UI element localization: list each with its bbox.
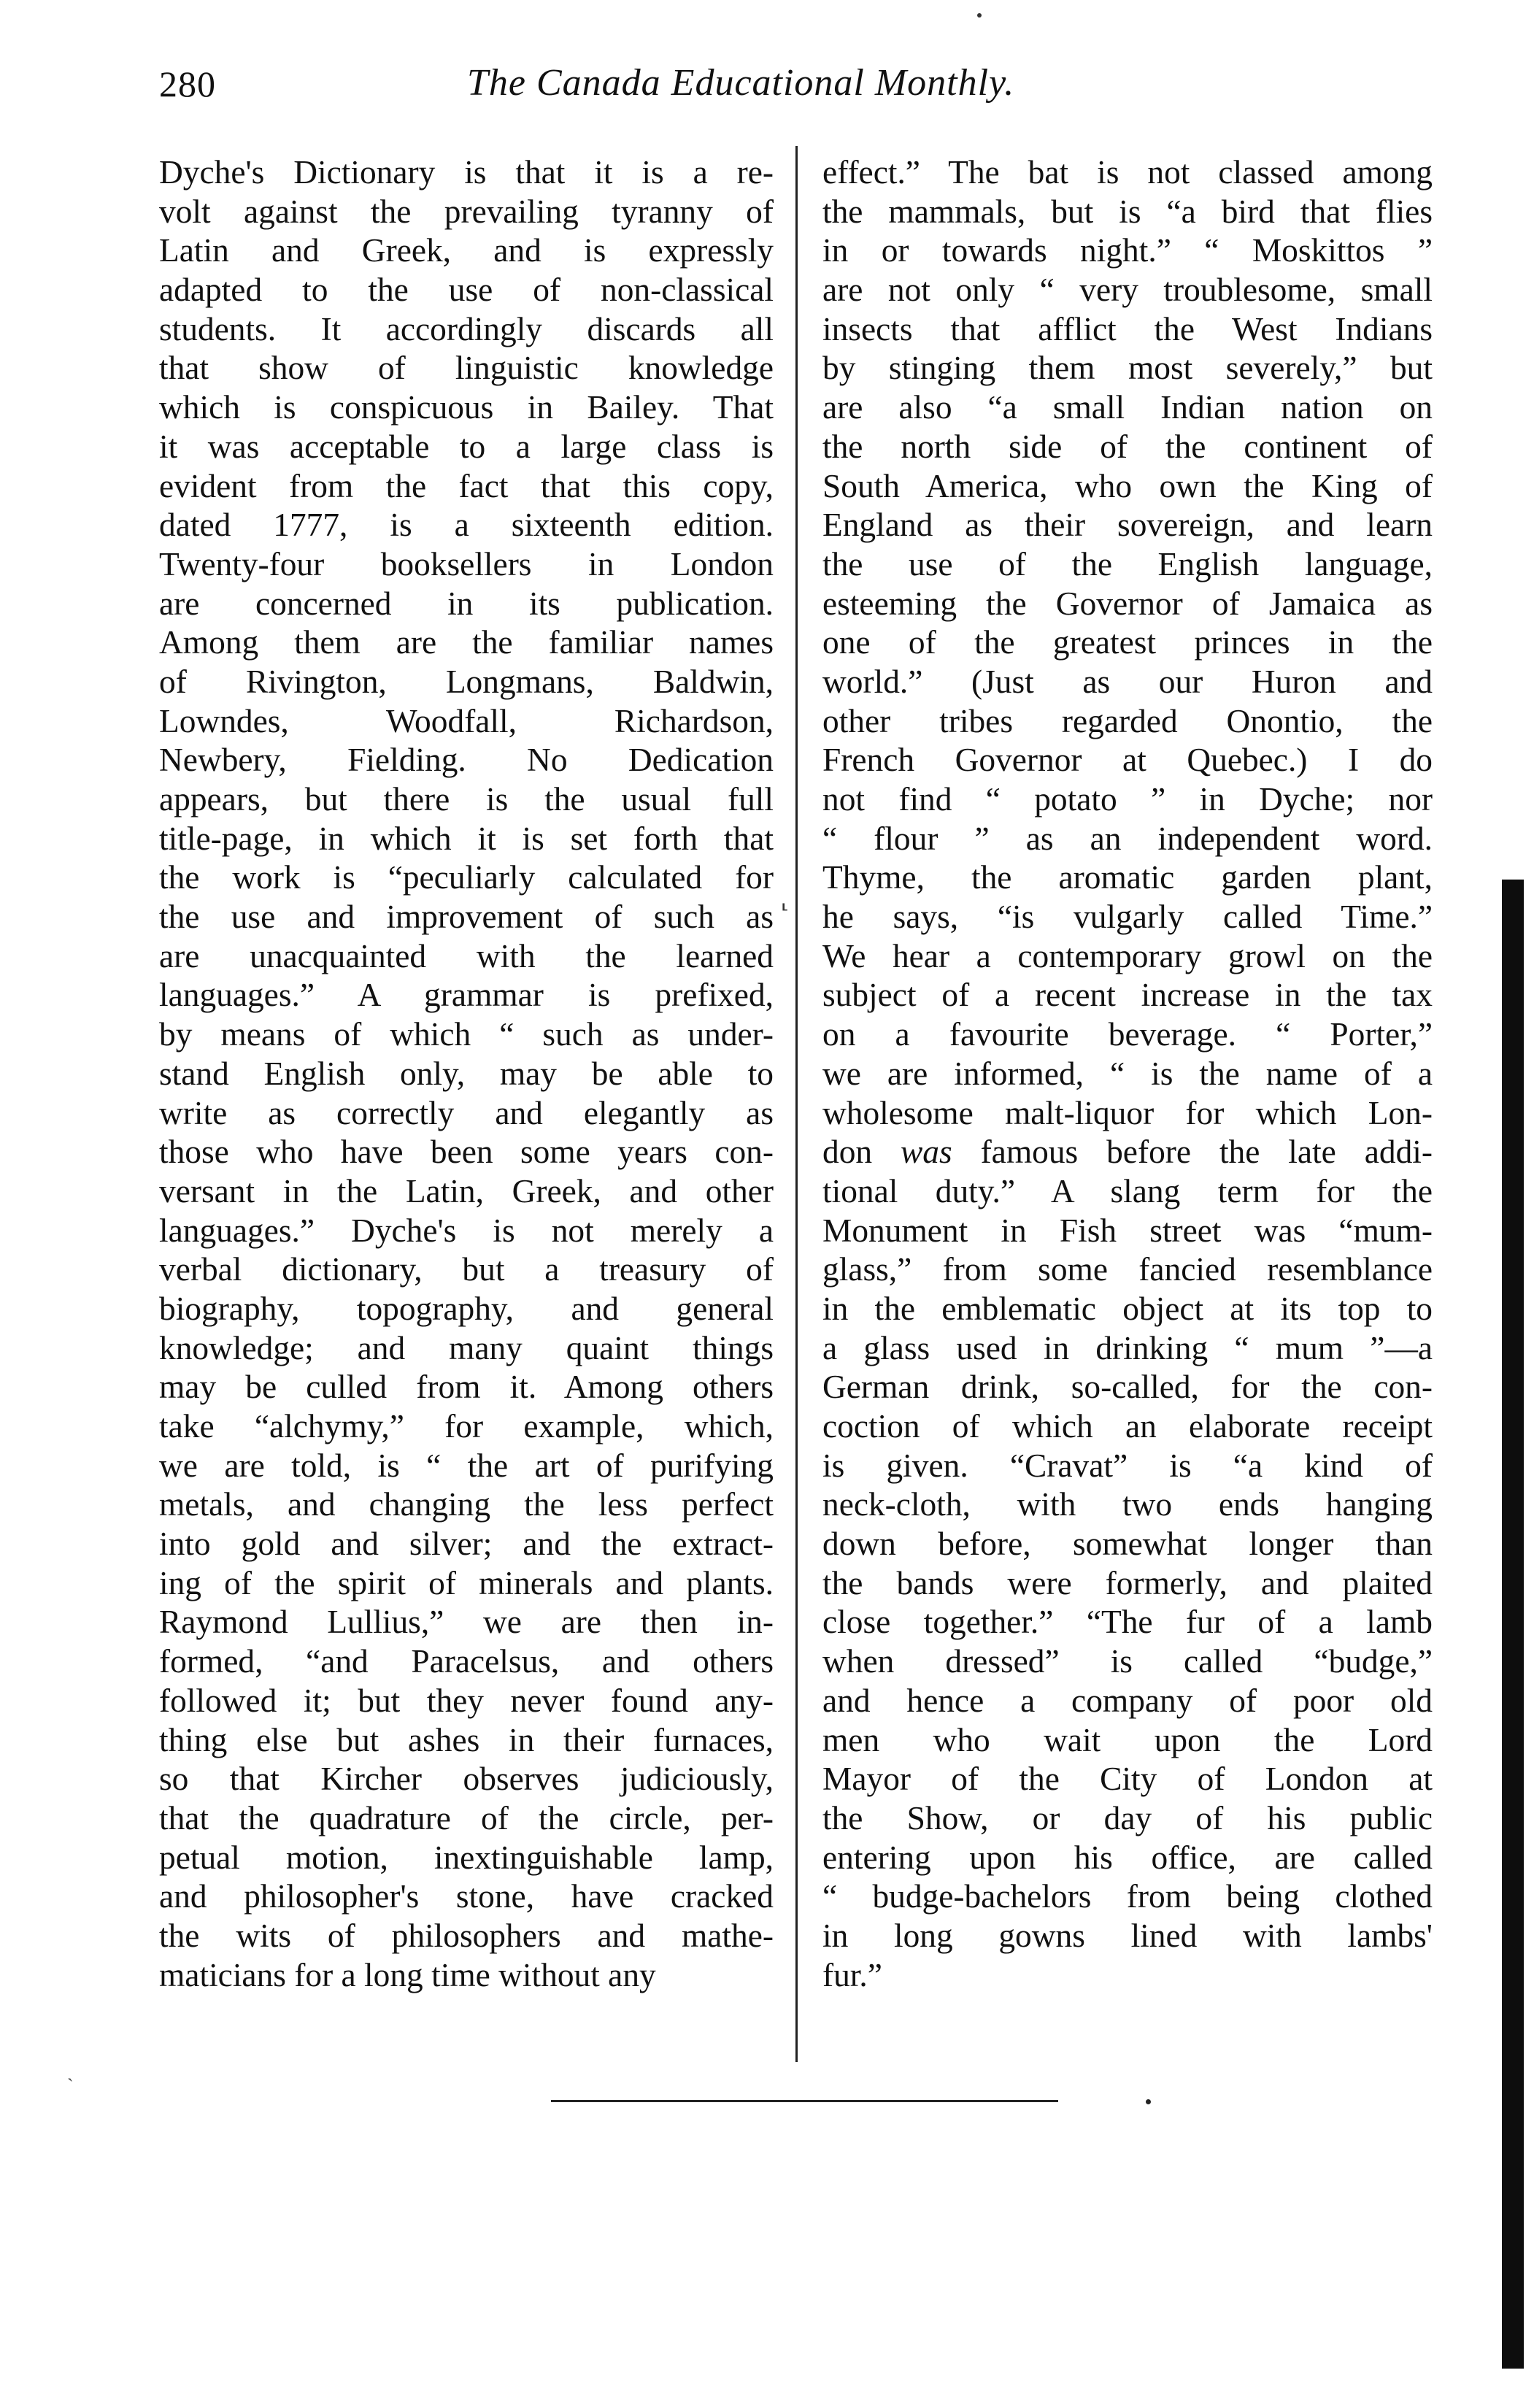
text-line: England as their sovereign, and learn <box>822 507 1433 544</box>
margin-mark: ⸤ <box>781 891 789 913</box>
text-line: knowledge; and many quaint things <box>159 1329 774 1366</box>
text-line: into gold and silver; and the extract- <box>159 1526 774 1563</box>
text-line: are also “a small Indian nation on <box>822 389 1433 426</box>
text-line: a glass used in drinking “ mum ”—a <box>822 1329 1433 1366</box>
text-line: South America, who own the King of <box>822 467 1433 504</box>
text-line: which is conspicuous in Bailey. That <box>159 389 774 426</box>
text-line: the use of the English language, <box>822 545 1433 582</box>
italic-word: was <box>901 1134 952 1171</box>
text-line: Twenty-four booksellers in London <box>159 545 774 582</box>
text-line: We hear a contemporary growl on the <box>822 937 1433 974</box>
text-line: wholesome malt-liquor for which Lon- <box>822 1094 1433 1131</box>
text-line: students. It accordingly discards all <box>159 310 774 347</box>
text-line: in or towards night.” “ Moskittos ” <box>822 232 1433 269</box>
text-line: and hence a company of poor old <box>822 1682 1433 1719</box>
column-divider <box>795 146 798 2062</box>
text-line: he says, “is vulgarly called Time.” <box>822 899 1433 936</box>
text-line: subject of a recent increase in the tax <box>822 977 1433 1014</box>
text-line: we are told, is “ the art of purifying <box>159 1447 774 1484</box>
text-line: appears, but there is the usual full <box>159 781 774 818</box>
text-line: followed it; but they never found any- <box>159 1682 774 1719</box>
text-line: esteeming the Governor of Jamaica as <box>822 585 1433 622</box>
text-line: not find “ potato ” in Dyche; nor <box>822 781 1433 818</box>
text-line: the work is “peculiarly calculated for <box>159 859 774 896</box>
text-line: metals, and changing the less perfect <box>159 1486 774 1523</box>
text-line: Raymond Lullius,” we are then in- <box>159 1604 774 1641</box>
right-text-column <box>822 153 1433 1995</box>
text-line: it was acceptable to a large class is <box>159 428 774 465</box>
text-line: so that Kircher observes judiciously, <box>159 1761 774 1798</box>
text-line: volt against the prevailing tyranny of <box>159 193 774 230</box>
text-line: stand English only, may be able to <box>159 1055 774 1092</box>
end-rule <box>551 2100 1058 2102</box>
text-line: adapted to the use of non-classical <box>159 272 774 309</box>
text-line: ing of the spirit of minerals and plants. <box>159 1564 774 1601</box>
text-line: the mammals, but is “a bird that flies <box>822 193 1433 230</box>
text-line: we are informed, “ is the name of a <box>822 1055 1433 1092</box>
text-line: down before, somewhat longer than <box>822 1526 1433 1563</box>
text-line: on a favourite beverage. “ Porter,” <box>822 1016 1433 1053</box>
text-line: evident from the fact that this copy, <box>159 467 774 504</box>
text-line: insects that afflict the West Indians <box>822 310 1433 347</box>
text-line: title-page, in which it is set forth that <box>159 820 774 857</box>
text-line: one of the greatest princes in the <box>822 624 1433 661</box>
text-line: “ flour ” as an independent word. <box>822 820 1433 857</box>
text-line: that show of linguistic knowledge <box>159 350 774 387</box>
stray-mark: ˎ <box>67 2061 74 2082</box>
text-line: verbal dictionary, but a treasury of <box>159 1251 774 1288</box>
text-line: the north side of the continent of <box>822 428 1433 465</box>
text-line: in the emblematic object at its top to <box>822 1290 1433 1327</box>
text-line: the Show, or day of his public <box>822 1799 1433 1836</box>
text-line: by stinging them most severely,” but <box>822 350 1433 387</box>
text-line: fur.” <box>822 1956 882 1993</box>
text-line: are not only “ very troublesome, small <box>822 272 1433 309</box>
text-line: are concerned in its publication. <box>159 585 774 622</box>
text-line: is given. “Cravat” is “a kind of <box>822 1447 1433 1484</box>
text-line: write as correctly and elegantly as <box>159 1094 774 1131</box>
text-line: in long gowns lined with lambs' <box>822 1917 1433 1954</box>
page-number: 280 <box>159 64 216 104</box>
text-line: languages.” Dyche's is not merely a <box>159 1212 774 1249</box>
text-line: take “alchymy,” for example, which, <box>159 1408 774 1445</box>
text-line: maticians for a long time without any <box>159 1956 656 1993</box>
left-text-column <box>159 153 774 1995</box>
text-line: may be culled from it. Among others <box>159 1369 774 1406</box>
text-line: German drink, so-called, for the con- <box>822 1369 1433 1406</box>
running-title: The Canada Educational Monthly. <box>467 62 1015 104</box>
text-line: of Rivington, Longmans, Baldwin, <box>159 663 774 700</box>
text-line: other tribes regarded Onontio, the <box>822 702 1433 739</box>
text-line: the bands were formerly, and plaited <box>822 1564 1433 1601</box>
text-line: that the quadrature of the circle, per- <box>159 1799 774 1836</box>
text-line: those who have been some years con- <box>159 1134 774 1171</box>
text-line: biography, topography, and general <box>159 1290 774 1327</box>
text-line: men who wait upon the Lord <box>822 1721 1433 1758</box>
text-line: glass,” from some fancied resemblance <box>822 1251 1433 1288</box>
text-line: when dressed” is called “budge,” <box>822 1643 1433 1680</box>
scan-edge-shadow <box>1502 880 1524 2369</box>
text-line: Dyche's Dictionary is that it is a re- <box>159 154 774 191</box>
text-line: close together.” “The fur of a lamb <box>822 1604 1433 1641</box>
text-line: entering upon his office, are called <box>822 1839 1433 1876</box>
text-line: and philosopher's stone, have cracked <box>159 1878 774 1915</box>
text-line: tional duty.” A slang term for the <box>822 1172 1433 1209</box>
text-line: Latin and Greek, and is expressly <box>159 232 774 269</box>
text-line: French Governor at Quebec.) I do <box>822 742 1433 779</box>
text-line: languages.” A grammar is prefixed, <box>159 977 774 1014</box>
text-line: neck-cloth, with two ends hanging <box>822 1486 1433 1523</box>
text-line: Lowndes, Woodfall, Richardson, <box>159 702 774 739</box>
text-line: Newbery, Fielding. No Dedication <box>159 742 774 779</box>
text-line: Thyme, the aromatic garden plant, <box>822 859 1433 896</box>
text-line: by means of which “ such as under- <box>159 1016 774 1053</box>
text-line: petual motion, inextinguishable lamp, <box>159 1839 774 1876</box>
text-line: the wits of philosophers and mathe- <box>159 1917 774 1954</box>
text-line: Mayor of the City of London at <box>822 1761 1433 1798</box>
text-line: versant in the Latin, Greek, and other <box>159 1172 774 1209</box>
text-line: are unacquainted with the learned <box>159 937 774 974</box>
text-line: thing else but ashes in their furnaces, <box>159 1721 774 1758</box>
text-line: Among them are the familiar names <box>159 624 774 661</box>
end-dot <box>1146 2099 1151 2104</box>
text-line: dated 1777, is a sixteenth edition. <box>159 507 774 544</box>
text-line: world.” (Just as our Huron and <box>822 663 1433 700</box>
text-line: formed, “and Paracelsus, and others <box>159 1643 774 1680</box>
text-line: coction of which an elaborate receipt <box>822 1408 1433 1445</box>
text-line: don was famous before the late addi- <box>822 1134 1433 1171</box>
text-line: Monument in Fish street was “mum- <box>822 1212 1433 1249</box>
text-line: effect.” The bat is not classed among <box>822 154 1433 191</box>
text-line: “ budge-bachelors from being clothed <box>822 1878 1433 1915</box>
text-line: the use and improvement of such as <box>159 899 774 936</box>
print-speck <box>977 13 982 18</box>
